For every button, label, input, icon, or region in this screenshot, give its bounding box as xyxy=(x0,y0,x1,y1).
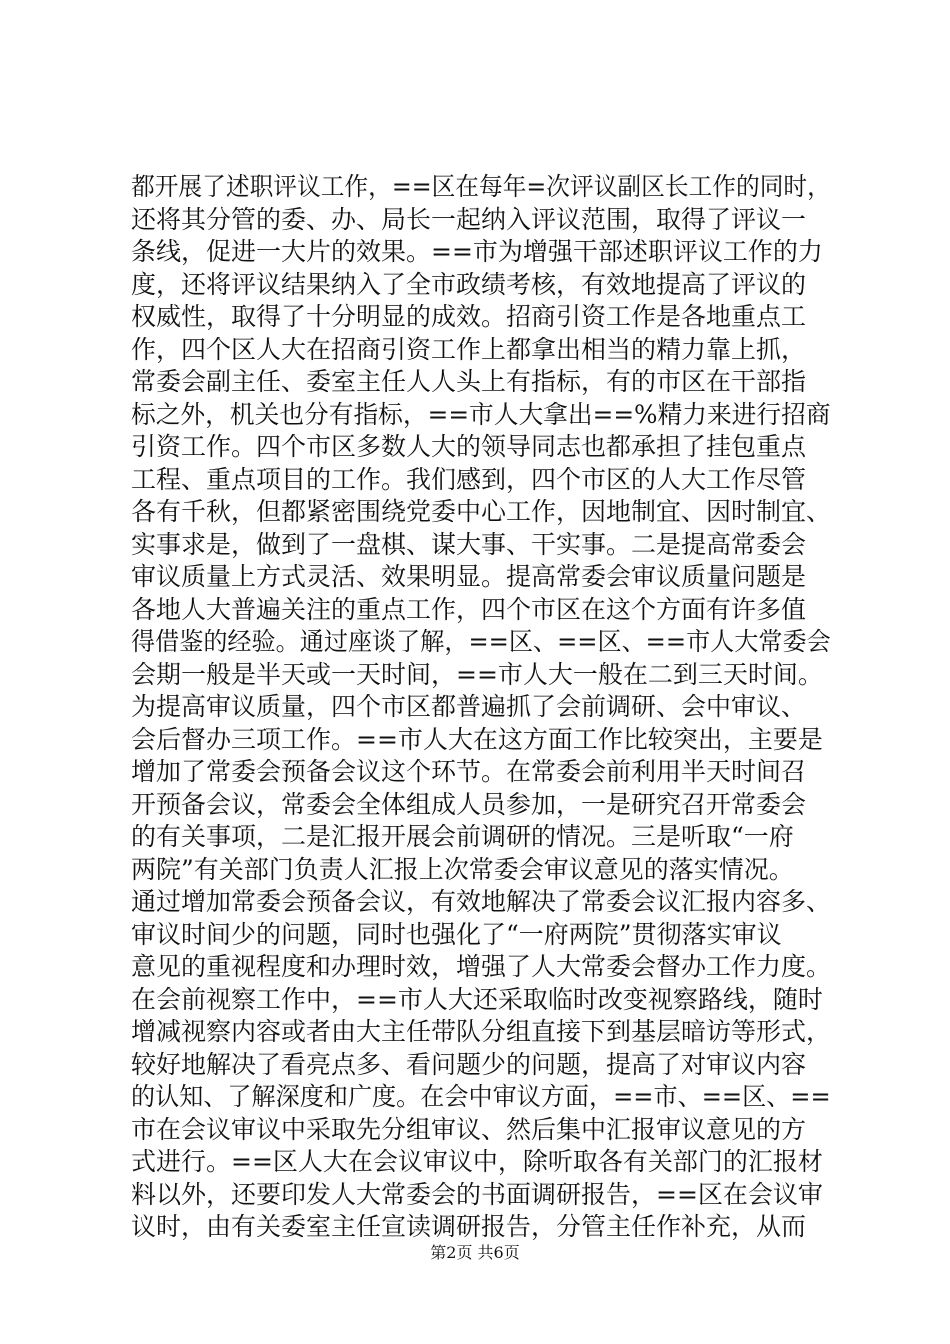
page-number: 第2页 共6页 xyxy=(430,1243,520,1262)
text-line: 各地人大普遍关注的重点工作，四个市区在这个方面有许多值 xyxy=(131,594,807,624)
text-line: 议时，由有关委室主任宣读调研报告，分管主任作补充，从而 xyxy=(131,1212,807,1241)
text-line: 开预备会议，常委会全体组成人员参加，一是研究召开常委会 xyxy=(131,789,807,819)
text-line: 会后督办三项工作。==市人大在这方面工作比较突出，主要是 xyxy=(131,724,823,754)
text-line: 式进行。==区人大在会议审议中，除听取各有关部门的汇报材 xyxy=(131,1147,823,1176)
text-line: 较好地解决了看亮点多、看问题少的问题，提高了对审议内容 xyxy=(131,1049,807,1079)
body-text xyxy=(131,171,831,1244)
text-line: 的有关事项，二是汇报开展会前调研的情况。三是听取“一府 xyxy=(131,822,794,851)
text-line: 标之外，机关也分有指标，==市人大拿出==%精力来进行招商 xyxy=(131,399,831,429)
text-line: 工程、重点项目的工作。我们感到，四个市区的人大工作尽管 xyxy=(131,464,807,494)
text-line: 会期一般是半天或一天时间，==市人大一般在二到三天时间。 xyxy=(131,659,823,689)
text-line: 常委会副主任、委室主任人人头上有指标，有的市区在干部指 xyxy=(131,367,807,396)
text-line: 度，还将评议结果纳入了全市政绩考核，有效地提高了评议的 xyxy=(131,269,807,299)
text-line: 审议质量上方式灵活、效果明显。提高常委会审议质量问题是 xyxy=(131,562,807,591)
text-line: 在会前视察工作中，==市人大还采取临时改变视察路线，随时 xyxy=(131,984,823,1014)
text-line: 为提高审议质量，四个市区都普遍抓了会前调研、会中审议、 xyxy=(131,692,807,721)
text-line: 料以外，还要印发人大常委会的书面调研报告，==区在会议审 xyxy=(131,1179,823,1209)
text-line: 作，四个区人大在招商引资工作上都拿出相当的精力靠上抓， xyxy=(131,334,807,364)
text-line: 还将其分管的委、办、局长一起纳入评议范围，取得了评议一 xyxy=(131,204,807,234)
text-line: 条线，促进一大片的效果。==市为增强干部述职评议工作的力 xyxy=(131,237,823,266)
text-line: 市在会议审议中采取先分组审议、然后集中汇报审议意见的方 xyxy=(131,1114,807,1144)
text-line: 实事求是，做到了一盘棋、谋大事、干实事。二是提高常委会 xyxy=(131,529,807,559)
text-line: 增减视察内容或者由大主任带队分组直接下到基层暗访等形式， xyxy=(131,1017,832,1046)
text-line: 各有千秋，但都紧密围绕党委中心工作，因地制宜、因时制宜、 xyxy=(131,497,832,526)
page-footer xyxy=(0,1240,950,1263)
text-line: 引资工作。四个市区多数人大的领导同志也都承担了挂包重点 xyxy=(131,432,807,461)
text-line: 都开展了述职评议工作，==区在每年=次评议副区长工作的同时， xyxy=(131,172,831,201)
text-line: 审议时间少的问题，同时也强化了“一府两院”贯彻落实审议 xyxy=(131,919,782,949)
text-line: 权威性，取得了十分明显的成效。招商引资工作是各地重点工 xyxy=(131,302,807,331)
text-line: 增加了常委会预备会议这个环节。在常委会前利用半天时间召 xyxy=(131,757,807,786)
text-line: 两院”有关部门负责人汇报上次常委会审议意见的落实情况。 xyxy=(131,854,794,884)
text-line: 得借鉴的经验。通过座谈了解，==区、==区、==市人大常委会 xyxy=(131,627,831,656)
text-line: 的认知、了解深度和广度。在会中审议方面，==市、==区、== xyxy=(131,1082,831,1111)
text-line: 通过增加常委会预备会议，有效地解决了常委会议汇报内容多、 xyxy=(131,887,832,916)
text-line: 意见的重视程度和办理时效，增强了人大常委会督办工作力度。 xyxy=(131,952,832,981)
